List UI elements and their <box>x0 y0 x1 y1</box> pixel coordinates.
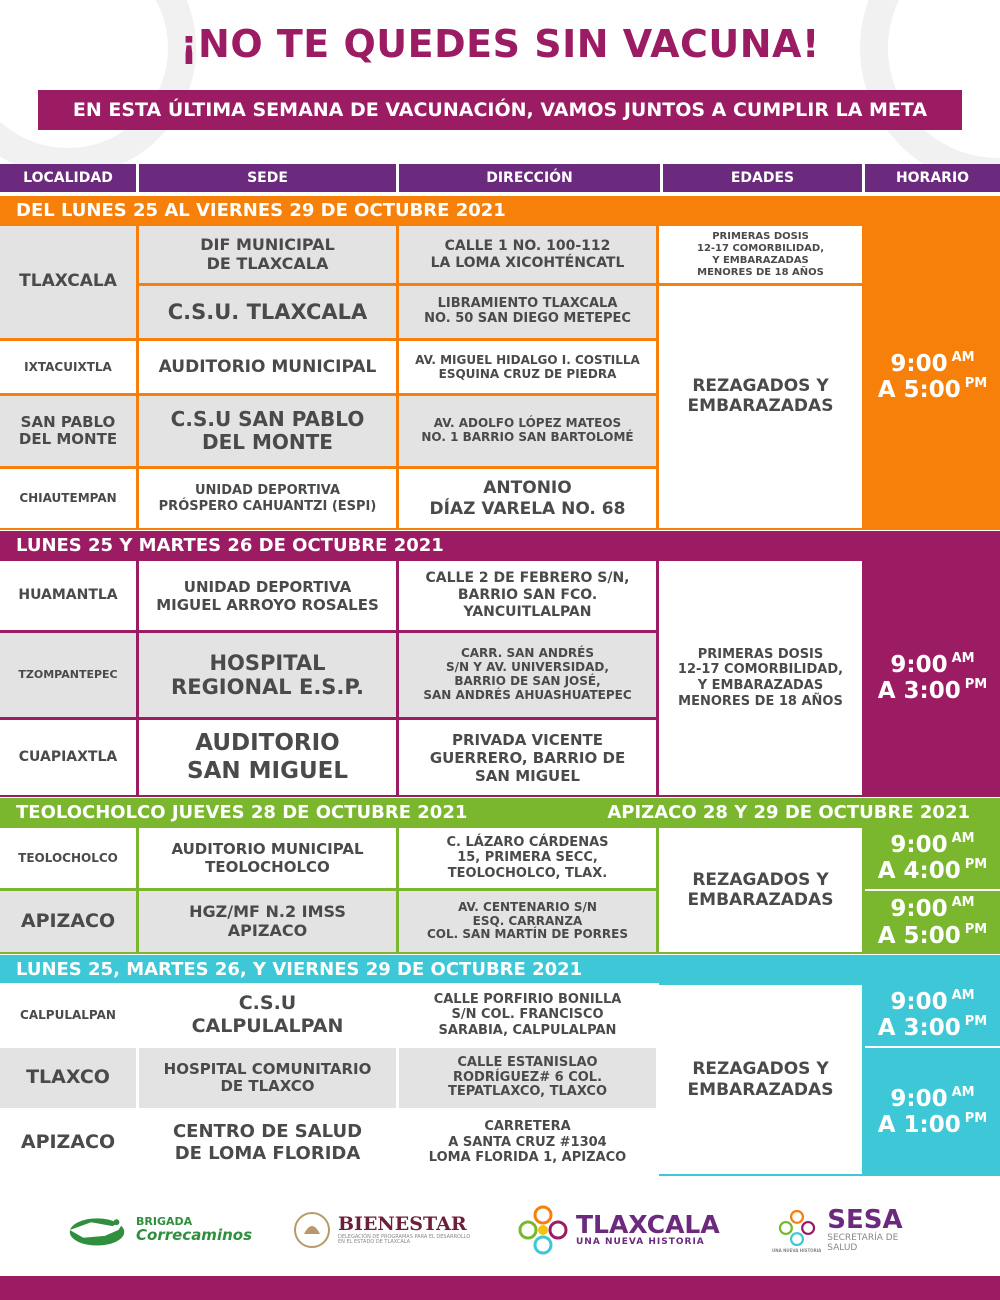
direccion-cell: PRIVADA VICENTE GUERRERO, BARRIO DE SAN MIGUEL <box>399 720 656 795</box>
section-band-week: LUNES 25, MARTES 26, Y VIERNES 29 DE OCTUBRE 2021 <box>0 955 1000 983</box>
section-band-week: DEL LUNES 25 AL VIERNES 29 DE OCTUBRE 2021 <box>0 196 1000 224</box>
edades-cell: REZAGADOS Y EMBARAZADAS <box>659 286 862 528</box>
direccion-cell: CALLE ESTANISLAO RODRÍGUEZ# 6 COL. TEPATLAXCO, TLAXCO <box>399 1048 656 1108</box>
direccion-cell: C. LÁZARO CÁRDENAS 15, PRIMERA SECC, TEOLOCHOLCO, TLAX. <box>399 828 656 888</box>
flower-emblem-icon <box>516 1203 570 1257</box>
footer-bar <box>0 1276 1000 1300</box>
sesa-sublabel: SECRETARÍA DE SALUD <box>827 1233 899 1253</box>
localidad-cell: TLAXCALA <box>0 226 136 338</box>
section-band-week: LUNES 25 Y MARTES 26 DE OCTUBRE 2021 <box>0 531 1000 559</box>
page-title: ¡NO TE QUEDES SIN VACUNA! <box>180 22 820 66</box>
sede-cell: UNIDAD DEPORTIVA PRÓSPERO CAHUANTZI (ESPI) <box>139 469 396 528</box>
direccion-cell: AV. CENTENARIO S/N ESQ. CARRANZA COL. SAN MARTÍN DE PORRES <box>399 891 656 952</box>
pm-label: PM <box>964 376 988 391</box>
divider <box>865 1046 1000 1048</box>
localidad-cell: SAN PABLO DEL MONTE <box>0 396 136 466</box>
bienestar-sublabel: DELEGACIÓN DE PROGRAMAS PARA EL DESARROLLO EN EL ESTADO DE TLAXCALA <box>338 1233 471 1245</box>
band-left-label: TEOLOCHOLCO JUEVES 28 DE OCTUBRE 2021 <box>16 801 468 823</box>
correcaminos-label: Correcaminos <box>136 1225 252 1244</box>
horario-cell <box>865 561 1000 795</box>
am-label: AM <box>951 830 975 846</box>
sede-cell: C.S.U CALPULALPAN <box>139 985 396 1045</box>
header-direccion: DIRECCIÓN <box>399 164 660 192</box>
header-horario: HORARIO <box>865 164 1000 192</box>
divider <box>865 889 1000 891</box>
sede-cell: CENTRO DE SALUD DE LOMA FLORIDA <box>139 1111 396 1174</box>
coat-of-arms-icon <box>292 1210 332 1250</box>
pm-label: PM <box>964 857 988 872</box>
sede-cell: DIF MUNICIPAL DE TLAXCALA <box>139 226 396 283</box>
localidad-cell: APIZACO <box>0 891 136 952</box>
am-label: AM <box>951 1084 975 1100</box>
direccion-cell: LIBRAMIENTO TLAXCALA NO. 50 SAN DIEGO METEPEC <box>399 286 656 338</box>
end-time: A 3:00 <box>877 1015 961 1041</box>
direccion-cell: CALLE 2 DE FEBRERO S/N, BARRIO SAN FCO. YANCUITLALPAN <box>399 561 656 630</box>
sede-cell: AUDITORIO SAN MIGUEL <box>139 720 396 795</box>
direccion-cell: AV. ADOLFO LÓPEZ MATEOS NO. 1 BARRIO SAN BARTOLOMÉ <box>399 396 656 466</box>
edades-cell: REZAGADOS Y EMBARAZADAS <box>659 828 862 952</box>
pm-label: PM <box>964 921 988 937</box>
band-right-label: APIZACO 28 Y 29 DE OCTUBRE 2021 <box>607 801 970 823</box>
localidad-cell: CALPULALPAN <box>0 985 136 1045</box>
sesa-small-label: UNA NUEVA HISTORIA <box>772 1247 822 1253</box>
tlaxcala-logo <box>516 1200 736 1260</box>
localidad-cell: CUAPIAXTLA <box>0 720 136 795</box>
end-time: A 3:00 <box>877 678 961 704</box>
section-band-week <box>0 798 1000 826</box>
sede-cell: HGZ/MF N.2 IMSS APIZACO <box>139 891 396 952</box>
localidad-cell: HUAMANTLA <box>0 561 136 630</box>
pm-label: PM <box>964 1111 988 1126</box>
horario-cell <box>865 893 1000 952</box>
sede-cell: C.S.U. TLAXCALA <box>139 286 396 338</box>
start-time: 9:00 <box>890 988 948 1015</box>
localidad-cell: TZOMPANTEPEC <box>0 633 136 717</box>
end-time: A 5:00 <box>877 922 961 949</box>
direccion-cell: CALLE 1 NO. 100-112 LA LOMA XICOHTÉNCATL <box>399 226 656 283</box>
sede-cell: HOSPITAL REGIONAL E.S.P. <box>139 633 396 717</box>
am-label: AM <box>951 895 975 911</box>
am-label: AM <box>951 650 975 666</box>
page-subtitle: EN ESTA ÚLTIMA SEMANA DE VACUNACIÓN, VAMOS JUNTOS A CUMPLIR LA META <box>38 90 962 130</box>
pm-label: PM <box>964 1014 988 1029</box>
sede-cell: UNIDAD DEPORTIVA MIGUEL ARROYO ROSALES <box>139 561 396 630</box>
localidad-cell: TLAXCO <box>0 1048 136 1108</box>
start-time: 9:00 <box>890 350 948 377</box>
horario-cell <box>865 1050 1000 1174</box>
horario-cell <box>865 226 1000 528</box>
localidad-cell: IXTACUIXTLA <box>0 341 136 393</box>
localidad-cell: APIZACO <box>0 1111 136 1174</box>
am-label: AM <box>951 349 975 365</box>
direccion-cell: CARRETERA A SANTA CRUZ #1304 LOMA FLORIDA 1, APIZACO <box>399 1111 656 1174</box>
bienestar-logo <box>292 1202 492 1258</box>
start-time: 9:00 <box>890 896 948 923</box>
edades-cell: PRIMERAS DOSIS 12-17 COMORBILIDAD, Y EMBARAZADAS MENORES DE 18 AÑOS <box>659 226 862 283</box>
end-time: A 1:00 <box>877 1112 961 1138</box>
end-time: A 5:00 <box>877 377 961 403</box>
am-label: AM <box>951 987 975 1003</box>
horario-cell <box>865 828 1000 888</box>
direccion-cell: CALLE PORFIRIO BONILLA S/N COL. FRANCISCO SARABIA, CALPULALPAN <box>399 985 656 1045</box>
brigada-correcaminos-logo <box>62 1200 252 1260</box>
tlaxcala-sublabel: UNA NUEVA HISTORIA <box>576 1237 705 1248</box>
brigada-label: BRIGADA <box>136 1215 193 1229</box>
direccion-cell: ANTONIO DÍAZ VARELA NO. 68 <box>399 469 656 528</box>
localidad-cell: TEOLOCHOLCO <box>0 828 136 888</box>
header-localidad: LOCALIDAD <box>0 164 136 192</box>
header-sede: SEDE <box>139 164 396 192</box>
direccion-cell: CARR. SAN ANDRÉS S/N Y AV. UNIVERSIDAD, BARRIO DE SAN JOSÉ, SAN ANDRÉS AHUASHUATEPEC <box>399 633 656 717</box>
flower-emblem-icon <box>775 1208 819 1248</box>
edades-cell: REZAGADOS Y EMBARAZADAS <box>659 985 862 1174</box>
start-time: 9:00 <box>890 831 948 858</box>
sede-cell: AUDITORIO MUNICIPAL <box>139 341 396 393</box>
edades-cell: PRIMERAS DOSIS 12-17 COMORBILIDAD, Y EMBARAZADAS MENORES DE 18 AÑOS <box>659 561 862 795</box>
sesa-label: SESA <box>827 1204 903 1235</box>
direccion-cell: AV. MIGUEL HIDALGO I. COSTILLA ESQUINA CRUZ DE PIEDRA <box>399 341 656 393</box>
horario-cell <box>865 985 1000 1045</box>
end-time: A 4:00 <box>877 858 961 884</box>
sede-cell: AUDITORIO MUNICIPAL TEOLOCHOLCO <box>139 828 396 888</box>
localidad-cell: CHIAUTEMPAN <box>0 469 136 528</box>
start-time: 9:00 <box>890 1085 948 1112</box>
header-edades: EDADES <box>663 164 862 192</box>
pm-label: PM <box>964 677 988 692</box>
roadrunner-icon <box>62 1208 132 1252</box>
start-time: 9:00 <box>890 651 948 678</box>
sede-cell: HOSPITAL COMUNITARIO DE TLAXCO <box>139 1048 396 1108</box>
sesa-logo <box>772 1200 932 1260</box>
sede-cell: C.S.U SAN PABLO DEL MONTE <box>139 396 396 466</box>
tlaxcala-label: TLAXCALA <box>576 1210 720 1240</box>
bienestar-label: BIENESTAR <box>338 1212 467 1235</box>
